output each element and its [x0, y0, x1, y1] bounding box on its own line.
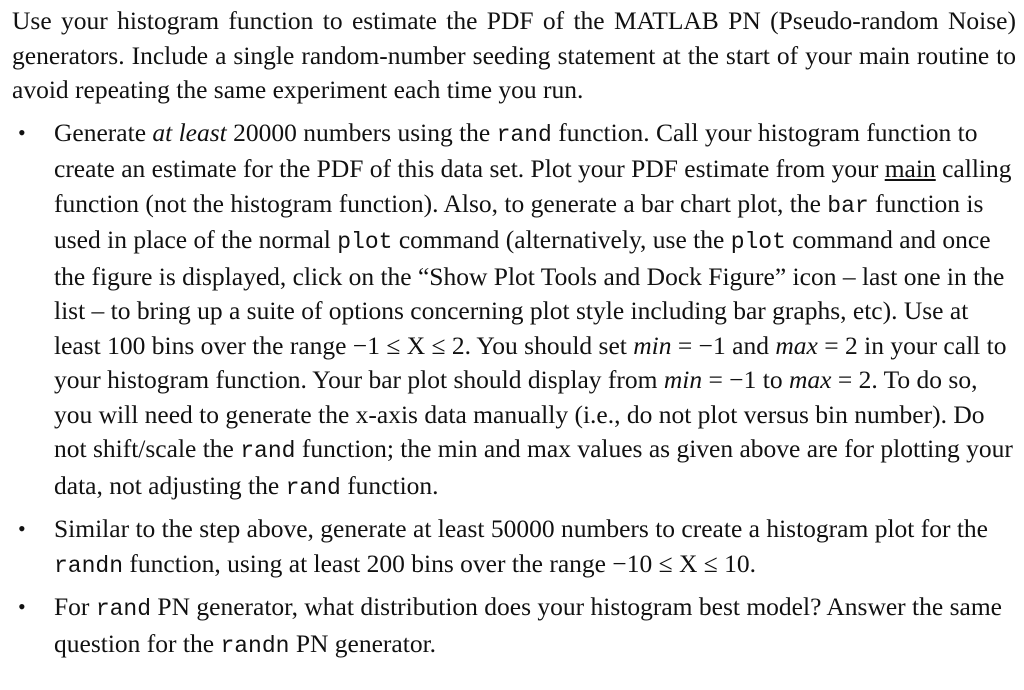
- math-value: = 2: [831, 365, 872, 394]
- code-rand: rand: [496, 121, 552, 148]
- text-run: PN generator.: [289, 628, 437, 658]
- text-run: . You should set: [464, 330, 634, 360]
- text-run: PN generator, what distribution does your histogram best model? Answer the same question for the: [54, 592, 1002, 658]
- intro-paragraph: [12, 4, 1016, 108]
- intro-text: Use your histogram function to estimate the PDF of the MATLAB PN (Pseudo-random Noise) generators. Include a single random-number seeding statement at the start of your main routine to avoid repeating the same experiment each time you run.: [12, 6, 1016, 104]
- text-run: . To do so, you will need to generate the x-axis data manually (i.e., do not plot versus bin number). Do not shift/scale the: [54, 365, 985, 463]
- math-min: min: [633, 330, 672, 360]
- code-plot: plot: [730, 229, 786, 255]
- code-rand: rand: [240, 438, 296, 464]
- text-run: Similar to the step above, generate at least 50000 numbers to create a histogram plot for the: [54, 514, 988, 543]
- list-item: [12, 116, 1016, 506]
- bullet-icon: •: [18, 594, 26, 619]
- underlined-main: main: [884, 154, 936, 183]
- text-run: function. Call your histogram function to create an estimate for the PDF of this data set. Plot your PDF estimate from your: [54, 117, 978, 183]
- math-range: −10 ≤ X ≤ 10: [612, 548, 750, 578]
- code-plot: plot: [337, 229, 393, 255]
- text-run: Generate: [54, 117, 153, 147]
- list-item: [12, 590, 1016, 663]
- task-list: [12, 116, 1016, 664]
- text-run: in your call to your histogram function. Your bar plot should display from: [54, 330, 1007, 394]
- bullet-icon: •: [18, 119, 26, 145]
- math-max: max: [775, 330, 818, 360]
- code-randn: randn: [54, 552, 124, 579]
- bullet-icon: •: [18, 516, 26, 541]
- text-run: 20000 numbers using the: [226, 117, 497, 147]
- text-run: For: [54, 592, 96, 621]
- math-value: = −1: [702, 365, 757, 394]
- text-run: command (alternatively, use the: [392, 225, 731, 254]
- code-randn: randn: [220, 632, 290, 659]
- math-max: max: [788, 365, 832, 394]
- math-range: −1 ≤ X ≤ 2: [352, 330, 465, 360]
- code-bar: bar: [827, 192, 869, 219]
- text-run: to: [756, 365, 789, 394]
- text-run: function is used in place of the normal: [54, 188, 984, 254]
- code-rand: rand: [95, 596, 152, 622]
- list-item: [12, 512, 1016, 583]
- text-run: function; the min and max values as given above are for plotting your data, not adjusting the: [54, 434, 1013, 500]
- text-run: function, using at least 200 bins over the range: [123, 548, 613, 578]
- math-min: min: [663, 365, 703, 394]
- code-rand: rand: [285, 474, 341, 501]
- text-run: .: [749, 548, 757, 578]
- emphasis-text: at least: [152, 117, 227, 147]
- text-run: calling function (not the histogram function). Also, to generate a bar chart plot, the: [54, 154, 1012, 218]
- math-value: = −1 and: [671, 330, 776, 360]
- text-run: command and once the figure is displayed, click on the “Show Plot Tools and Dock Figure” icon – last one in the list – to bring up a suite of options concerning plot style including bar graphs, etc). Use at least 100 bins over the range: [54, 225, 1005, 360]
- text-run: function.: [340, 470, 439, 500]
- math-value: = 2: [817, 330, 858, 360]
